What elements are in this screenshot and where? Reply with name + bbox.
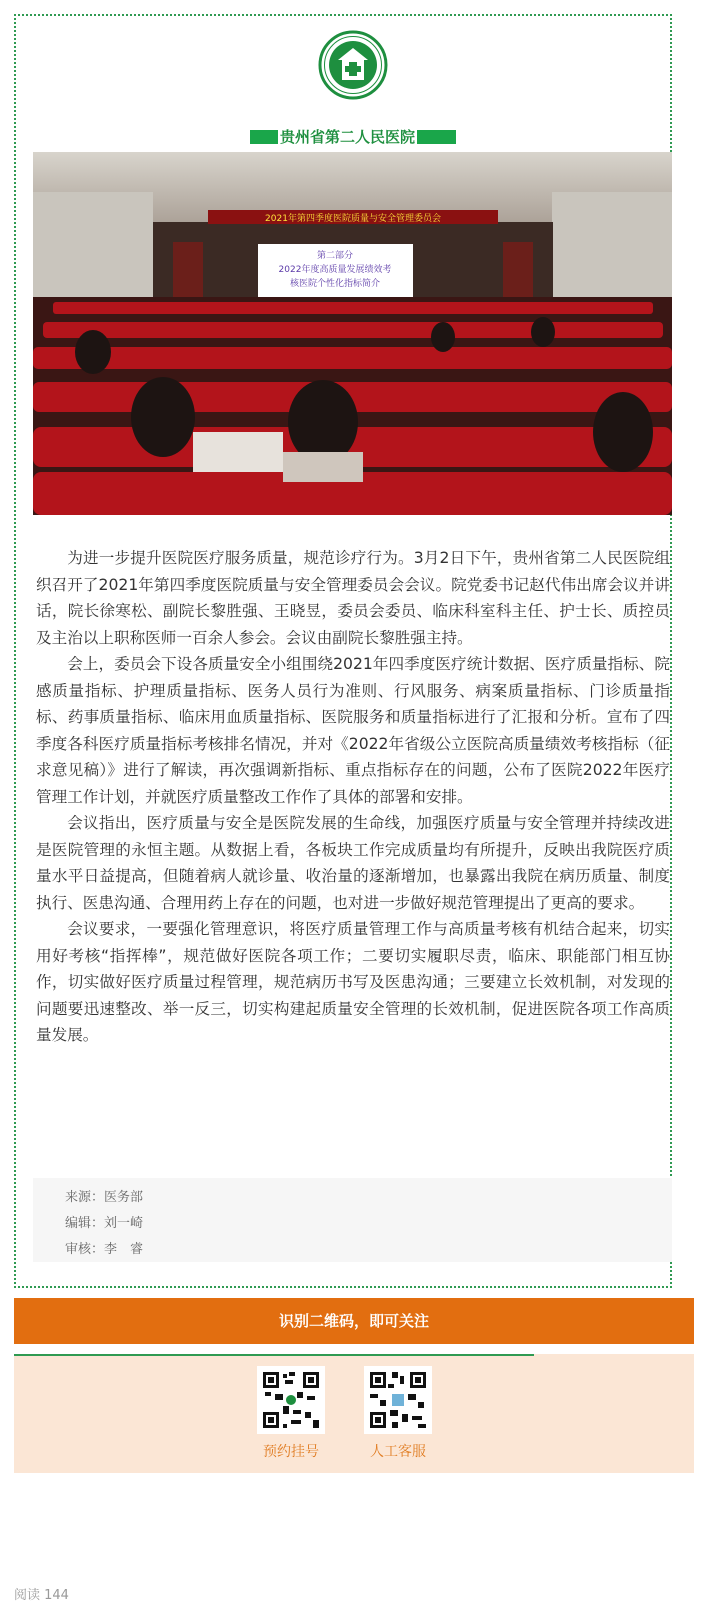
paragraph: 为进一步提升医院医疗服务质量，规范诊疗行为。3月2日下午，贵州省第二人民医院组织召开了2021年第四季度医院质量与安全管理委员会会议。院党委书记赵代伟出席会议并讲话，院长徐寒松、副院长黎胜强、王晓昱，委员会委员、临床科室科主任、护士长、质控员及主治以上职称医师一百余人参会。会议由副院长黎胜强主持。 <box>36 549 670 647</box>
editor-text: 编辑：刘一崎 <box>65 1216 144 1231</box>
hospital-logo <box>318 30 388 100</box>
screen-line2: 2022年度高质量发展绩效考 <box>278 265 392 275</box>
reviewer-text: 审核：李 睿 <box>65 1242 144 1257</box>
qr-label-appointment: 预约挂号 <box>263 1444 319 1460</box>
divider-line <box>14 1354 534 1356</box>
meeting-photo <box>33 152 672 515</box>
paragraph: 会议要求，一要强化管理意识，将医疗质量管理工作与高质量考核有机结合起来，切实用好考核“指挥棒”，规范做好医院各项工作；二要切实履职尽责，临床、职能部门相互协作，切实做好医疗质量过程管理，规范病历书写及医患沟通；三要建立长效机制，对发现的问题要迅速整改、举一反三，切实构建起质量安全管理的长效机制，促进医院各项工作高质量发展。 <box>36 920 670 1044</box>
hospital-name: 贵州省第二人民医院 <box>280 128 416 146</box>
credits-box <box>33 1178 672 1262</box>
screen-line3: 核医院个性化指标简介 <box>289 279 381 289</box>
qr-code-appointment[interactable] <box>257 1366 325 1434</box>
qr-label-service: 人工客服 <box>370 1444 426 1460</box>
read-count: 阅读 144 <box>14 1588 69 1603</box>
paragraph: 会议指出，医疗质量与安全是医院发展的生命线，加强医疗质量与安全管理并持续改进是医院管理的永恒主题。从数据上看，各板块工作完成质量均有所提升，反映出我院医疗质量水平日益提高，但随着病人就诊量、收治量的逐渐增加，也暴露出我院在病历质量、制度执行、医患沟通、合理用药上存在的问题，也对进一步做好规范管理提出了更高的要求。 <box>36 814 670 912</box>
paragraph: 会上，委员会下设各质量安全小组围绕2021年四季度医疗统计数据、医疗质量指标、院感质量指标、护理质量指标、医务人员行为准则、行风服务、病案质量指标、门诊质量指标、药事质量指标、临床用血质量指标、医院服务和质量指标进行了汇报和分析。宣布了四季度各科医疗质量指标考核排名情况，并对《2022年省级公立医院高质量绩效考核指标（征求意见稿）》进行了解读，再次强调新指标、重点指标存在的问题，公布了医院2022年医疗管理工作计划，并就医疗质量整改工作作了具体的部署和安排。 <box>36 655 670 806</box>
article-body <box>36 545 670 1049</box>
qr-code-service[interactable] <box>364 1366 432 1434</box>
follow-banner: 识别二维码，即可关注 <box>14 1298 694 1344</box>
source-text: 来源：医务部 <box>65 1190 144 1205</box>
banner-text: 2021年第四季度医院质量与安全管理委员会 <box>265 214 441 224</box>
screen-line1: 第二部分 <box>316 251 354 261</box>
